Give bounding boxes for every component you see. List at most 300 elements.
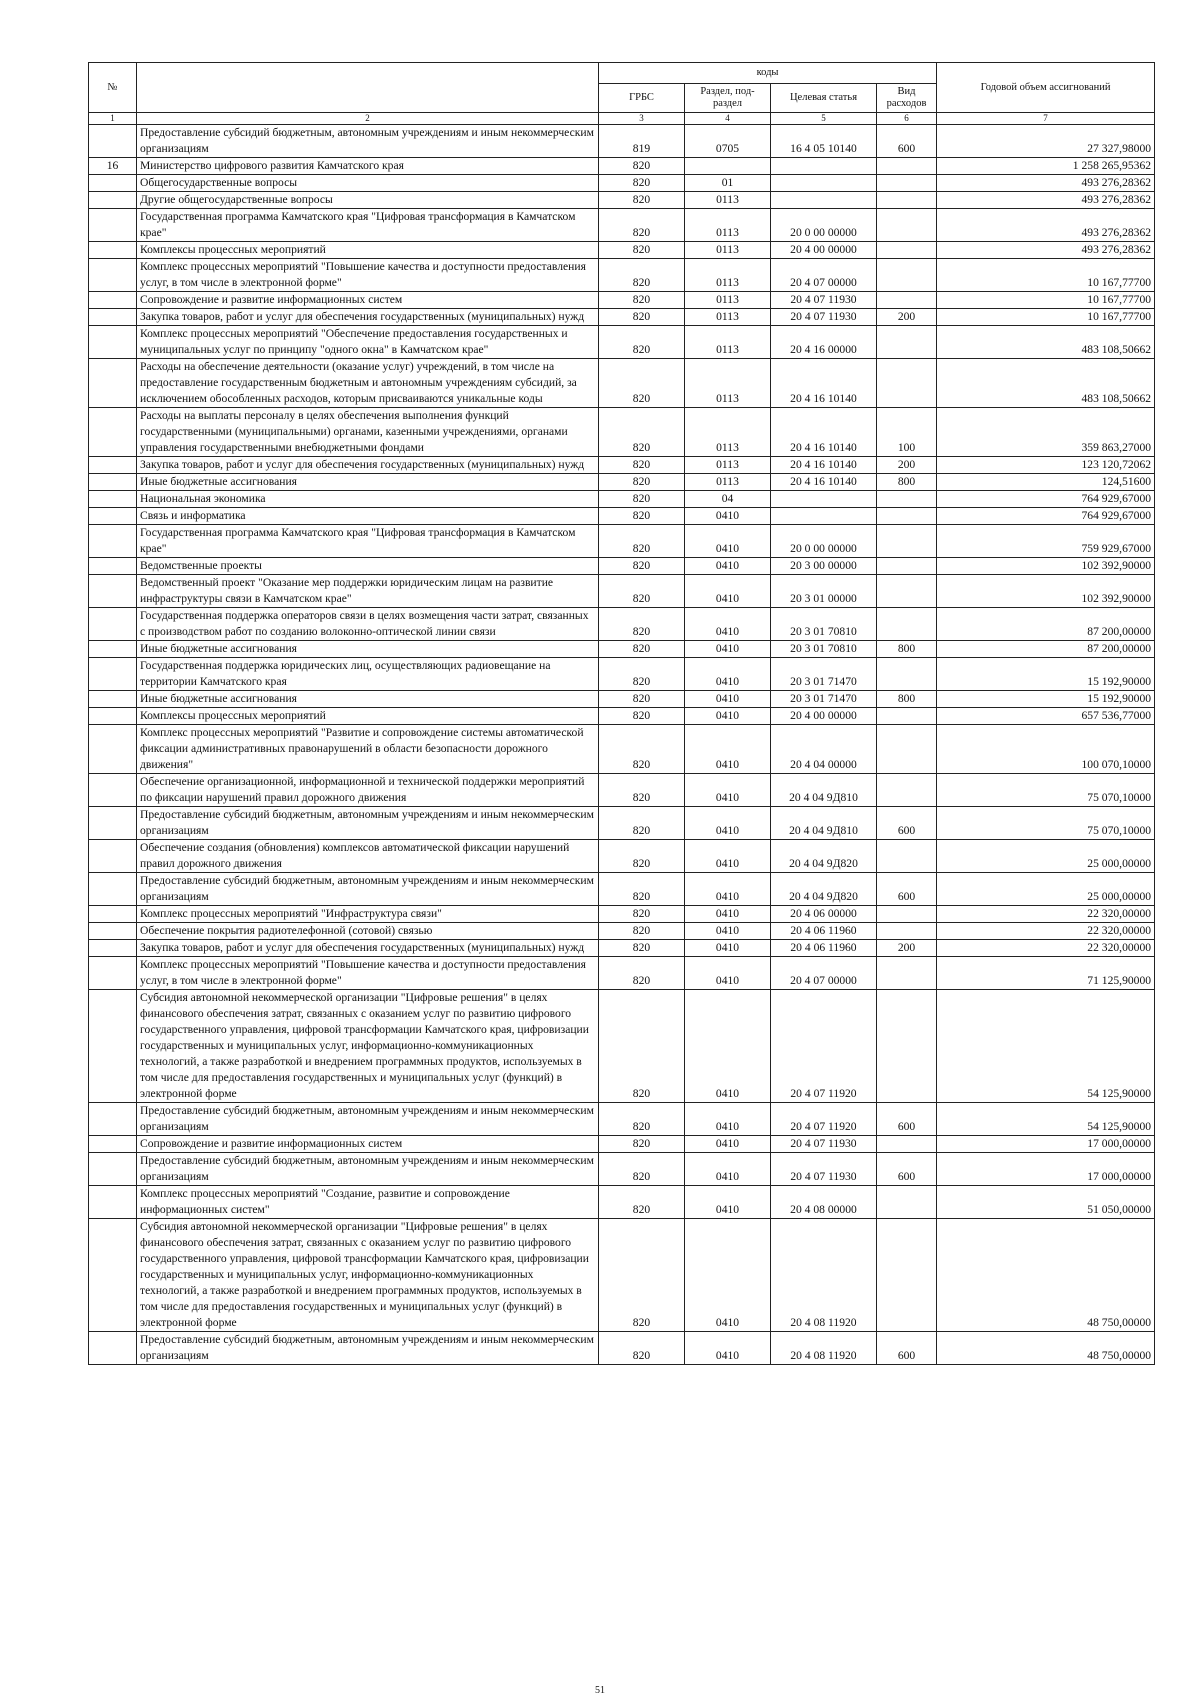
row-name: Обеспечение покрытия радиотелефонной (сотовой) связью [137,923,599,940]
row-target-article [771,491,877,508]
row-number [89,840,137,873]
row-target-article: 20 4 00 00000 [771,708,877,725]
table-row [89,158,1155,175]
row-grbs: 820 [599,1186,685,1219]
table-row [89,558,1155,575]
table-row [89,1186,1155,1219]
row-number [89,708,137,725]
row-section: 0410 [685,923,771,940]
row-section: 0113 [685,192,771,209]
table-row [89,940,1155,957]
row-number [89,957,137,990]
row-number [89,658,137,691]
row-number [89,1186,137,1219]
row-number [89,491,137,508]
col-number-5: 5 [771,113,877,125]
row-annual-volume: 87 200,00000 [937,641,1155,658]
row-number [89,558,137,575]
page-number: 51 [595,1685,605,1696]
row-expense-type [877,990,937,1103]
row-annual-volume: 10 167,77700 [937,259,1155,292]
table-row [89,525,1155,558]
row-name: Иные бюджетные ассигнования [137,474,599,491]
row-target-article: 20 4 07 00000 [771,259,877,292]
row-section: 0113 [685,259,771,292]
row-grbs: 820 [599,192,685,209]
row-target-article: 20 3 00 00000 [771,558,877,575]
row-section: 0113 [685,309,771,326]
row-grbs: 820 [599,1332,685,1365]
row-expense-type [877,725,937,774]
row-annual-volume: 483 108,50662 [937,326,1155,359]
row-grbs: 820 [599,1136,685,1153]
row-annual-volume: 15 192,90000 [937,658,1155,691]
table-row [89,873,1155,906]
row-expense-type: 600 [877,125,937,158]
row-grbs: 820 [599,326,685,359]
row-number [89,641,137,658]
table-row [89,125,1155,158]
row-number [89,525,137,558]
row-grbs: 820 [599,990,685,1103]
row-annual-volume: 75 070,10000 [937,774,1155,807]
table-row [89,192,1155,209]
table-row [89,725,1155,774]
row-expense-type: 800 [877,641,937,658]
row-name: Предоставление субсидий бюджетным, автономным учреждениям и иным некоммерческим организациям [137,1153,599,1186]
row-expense-type: 200 [877,457,937,474]
table-row [89,292,1155,309]
row-section: 0410 [685,1103,771,1136]
row-annual-volume: 71 125,90000 [937,957,1155,990]
row-name: Другие общегосударственные вопросы [137,192,599,209]
row-section: 0410 [685,774,771,807]
header-expense-type: Вид расходов [877,84,937,113]
row-target-article: 20 4 16 10140 [771,474,877,491]
row-grbs: 820 [599,608,685,641]
row-number [89,1332,137,1365]
table-row [89,491,1155,508]
row-grbs: 820 [599,408,685,457]
row-grbs: 820 [599,906,685,923]
row-name: Государственная поддержка юридических лиц, осуществляющих радиовещание на территории Камчатского края [137,658,599,691]
row-grbs: 820 [599,873,685,906]
row-section: 0705 [685,125,771,158]
row-annual-volume: 75 070,10000 [937,807,1155,840]
row-target-article: 20 4 16 10140 [771,408,877,457]
row-grbs: 820 [599,807,685,840]
row-section: 0410 [685,608,771,641]
row-annual-volume: 1 258 265,95362 [937,158,1155,175]
row-target-article: 20 4 00 00000 [771,242,877,259]
row-section: 0410 [685,525,771,558]
row-grbs: 820 [599,309,685,326]
row-grbs: 820 [599,725,685,774]
row-annual-volume: 10 167,77700 [937,292,1155,309]
row-target-article: 20 4 06 11960 [771,940,877,957]
table-row [89,175,1155,192]
row-annual-volume: 100 070,10000 [937,725,1155,774]
row-name: Национальная экономика [137,491,599,508]
row-name: Закупка товаров, работ и услуг для обеспечения государственных (муниципальных) нужд [137,309,599,326]
col-number-2: 2 [137,113,599,125]
row-target-article: 20 4 08 11920 [771,1219,877,1332]
row-expense-type [877,158,937,175]
row-target-article: 20 4 07 00000 [771,957,877,990]
row-grbs: 820 [599,158,685,175]
row-expense-type [877,259,937,292]
row-target-article: 20 4 16 10140 [771,359,877,408]
row-target-article: 20 3 01 71470 [771,691,877,708]
header-name [137,63,599,113]
header-annual-volume: Годовой объем ассигнований [937,63,1155,113]
table-row [89,708,1155,725]
row-section: 0410 [685,990,771,1103]
row-expense-type: 200 [877,940,937,957]
row-annual-volume: 87 200,00000 [937,608,1155,641]
row-number [89,309,137,326]
row-annual-volume: 102 392,90000 [937,575,1155,608]
row-name: Комплекс процессных мероприятий "Создание, развитие и сопровождение информационных систем" [137,1186,599,1219]
row-grbs: 820 [599,691,685,708]
row-annual-volume: 27 327,98000 [937,125,1155,158]
row-number [89,575,137,608]
row-annual-volume: 124,51600 [937,474,1155,491]
row-grbs: 820 [599,940,685,957]
row-name: Государственная программа Камчатского края "Цифровая трансформация в Камчатском крае" [137,209,599,242]
row-annual-volume: 17 000,00000 [937,1136,1155,1153]
row-name: Закупка товаров, работ и услуг для обеспечения государственных (муниципальных) нужд [137,457,599,474]
row-target-article: 20 4 06 11960 [771,923,877,940]
row-target-article: 20 3 01 70810 [771,641,877,658]
row-name: Иные бюджетные ассигнования [137,691,599,708]
row-expense-type [877,491,937,508]
row-number [89,725,137,774]
row-target-article [771,508,877,525]
row-annual-volume: 493 276,28362 [937,192,1155,209]
table-row [89,359,1155,408]
row-section: 0113 [685,408,771,457]
row-expense-type [877,774,937,807]
table-row [89,508,1155,525]
row-name: Государственная программа Камчатского края "Цифровая трансформация в Камчатском крае" [137,525,599,558]
row-target-article: 20 4 04 9Д810 [771,774,877,807]
row-expense-type: 600 [877,807,937,840]
row-grbs: 820 [599,575,685,608]
row-name: Комплекс процессных мероприятий "Обеспечение предоставления государственных и муниципальных услуг по принципу "одного окна" в Камчатском крае" [137,326,599,359]
row-number [89,209,137,242]
row-target-article: 20 3 01 71470 [771,658,877,691]
row-target-article [771,158,877,175]
row-number [89,508,137,525]
row-number [89,990,137,1103]
budget-allocation-table [88,62,1155,1365]
row-expense-type [877,957,937,990]
table-row [89,658,1155,691]
table-row [89,957,1155,990]
row-number [89,175,137,192]
row-number [89,1153,137,1186]
row-number [89,192,137,209]
row-target-article: 20 4 06 00000 [771,906,877,923]
row-expense-type [877,508,937,525]
row-annual-volume: 54 125,90000 [937,990,1155,1103]
row-expense-type [877,923,937,940]
row-name: Предоставление субсидий бюджетным, автономным учреждениям и иным некоммерческим организациям [137,125,599,158]
row-name: Комплекс процессных мероприятий "Развитие и сопровождение системы автоматической фиксации административных правонарушений в области безопасности дорожного движения" [137,725,599,774]
row-name: Предоставление субсидий бюджетным, автономным учреждениям и иным некоммерческим организациям [137,1332,599,1365]
row-section: 0410 [685,1332,771,1365]
table-row [89,408,1155,457]
row-section: 0410 [685,725,771,774]
row-section: 0410 [685,575,771,608]
row-number [89,1219,137,1332]
row-expense-type [877,1186,937,1219]
row-section: 0113 [685,359,771,408]
row-expense-type: 600 [877,1153,937,1186]
row-annual-volume: 483 108,50662 [937,359,1155,408]
row-number [89,873,137,906]
row-grbs: 820 [599,840,685,873]
table-row [89,840,1155,873]
row-annual-volume: 51 050,00000 [937,1186,1155,1219]
table-row [89,1153,1155,1186]
row-annual-volume: 493 276,28362 [937,242,1155,259]
row-name: Предоставление субсидий бюджетным, автономным учреждениям и иным некоммерческим организациям [137,1103,599,1136]
row-grbs: 820 [599,474,685,491]
row-grbs: 820 [599,923,685,940]
table-row [89,691,1155,708]
row-number: 16 [89,158,137,175]
row-name: Комплексы процессных мероприятий [137,708,599,725]
row-name: Ведомственные проекты [137,558,599,575]
row-expense-type [877,1219,937,1332]
row-grbs: 819 [599,125,685,158]
row-grbs: 820 [599,525,685,558]
row-grbs: 820 [599,508,685,525]
row-annual-volume: 22 320,00000 [937,923,1155,940]
row-section: 0410 [685,873,771,906]
header-grbs: ГРБС [599,84,685,113]
row-section: 01 [685,175,771,192]
row-grbs: 820 [599,209,685,242]
row-grbs: 820 [599,359,685,408]
row-target-article: 20 0 00 00000 [771,209,877,242]
row-number [89,457,137,474]
row-grbs: 820 [599,292,685,309]
row-section: 0410 [685,906,771,923]
row-expense-type [877,1136,937,1153]
row-number [89,608,137,641]
row-annual-volume: 657 536,77000 [937,708,1155,725]
row-expense-type: 800 [877,691,937,708]
row-annual-volume: 17 000,00000 [937,1153,1155,1186]
header-section: Раздел, под- раздел [685,84,771,113]
row-target-article: 20 4 07 11930 [771,292,877,309]
row-annual-volume: 22 320,00000 [937,906,1155,923]
row-target-article: 20 4 07 11930 [771,1153,877,1186]
row-name: Комплексы процессных мероприятий [137,242,599,259]
row-number [89,326,137,359]
row-grbs: 820 [599,175,685,192]
row-name: Сопровождение и развитие информационных систем [137,292,599,309]
row-name: Государственная поддержка операторов связи в целях возмещения части затрат, связанных с производством работ по созданию волоконно-оптической линии связи [137,608,599,641]
row-name: Комплекс процессных мероприятий "Повышение качества и доступности предоставления услуг, в том числе в электронной форме" [137,259,599,292]
row-target-article: 20 4 16 10140 [771,457,877,474]
row-expense-type: 200 [877,309,937,326]
table-row [89,1332,1155,1365]
row-annual-volume: 359 863,27000 [937,408,1155,457]
row-number [89,408,137,457]
row-section: 0410 [685,940,771,957]
row-target-article: 20 4 07 11920 [771,990,877,1103]
row-grbs: 820 [599,242,685,259]
row-expense-type [877,708,937,725]
row-section: 0410 [685,558,771,575]
row-expense-type: 600 [877,1332,937,1365]
row-target-article: 20 4 08 00000 [771,1186,877,1219]
row-target-article: 20 4 04 9Д820 [771,840,877,873]
row-grbs: 820 [599,1153,685,1186]
row-annual-volume: 54 125,90000 [937,1103,1155,1136]
row-name: Общегосударственные вопросы [137,175,599,192]
row-name: Ведомственный проект "Оказание мер поддержки юридическим лицам на развитие инфраструктуры связи в Камчатском крае" [137,575,599,608]
table-row [89,259,1155,292]
col-number-7: 7 [937,113,1155,125]
table-row [89,641,1155,658]
row-section: 0410 [685,641,771,658]
row-number [89,807,137,840]
table-row [89,474,1155,491]
row-section: 0113 [685,209,771,242]
table-body [89,125,1155,1365]
row-annual-volume: 102 392,90000 [937,558,1155,575]
row-expense-type: 600 [877,1103,937,1136]
row-name: Субсидия автономной некоммерческой организации "Цифровые решения" в целях финансового обеспечения затрат, связанных с оказанием услуг по развитию цифрового государственного управления, цифровой трансформации Камчатского края, цифровизации государственных и муниципальных услуг, информационно-коммуникационных технологий, а также разработкой и внедрением программных продуктов, используемых в том числе для предоставления государственных и муниципальных услуг (функций) в электронной форме [137,1219,599,1332]
row-annual-volume: 764 929,67000 [937,508,1155,525]
row-grbs: 820 [599,491,685,508]
row-name: Предоставление субсидий бюджетным, автономным учреждениям и иным некоммерческим организациям [137,807,599,840]
row-section: 0113 [685,326,771,359]
table-row [89,807,1155,840]
row-expense-type [877,209,937,242]
row-section: 0410 [685,807,771,840]
row-target-article: 16 4 05 10140 [771,125,877,158]
row-section: 0410 [685,508,771,525]
row-grbs: 820 [599,658,685,691]
row-section: 0410 [685,1153,771,1186]
row-target-article: 20 4 07 11930 [771,309,877,326]
header-number: № [89,63,137,113]
row-name: Расходы на выплаты персоналу в целях обеспечения выполнения функций государственными (муниципальными) органами, казенными учреждениями, органами управления государственными внебюджетными фондами [137,408,599,457]
row-number [89,940,137,957]
row-section: 0113 [685,242,771,259]
row-annual-volume: 22 320,00000 [937,940,1155,957]
row-target-article [771,175,877,192]
table-row [89,1136,1155,1153]
table-row [89,923,1155,940]
row-number [89,1103,137,1136]
table-header [89,63,1155,125]
row-annual-volume: 15 192,90000 [937,691,1155,708]
row-expense-type [877,326,937,359]
table-row [89,608,1155,641]
row-target-article: 20 4 07 11920 [771,1103,877,1136]
row-expense-type [877,292,937,309]
row-grbs: 820 [599,259,685,292]
col-number-3: 3 [599,113,685,125]
row-section: 0410 [685,840,771,873]
row-name: Связь и информатика [137,508,599,525]
row-annual-volume: 764 929,67000 [937,491,1155,508]
row-target-article: 20 0 00 00000 [771,525,877,558]
table-row [89,575,1155,608]
row-section: 04 [685,491,771,508]
row-expense-type [877,840,937,873]
row-number [89,359,137,408]
row-number [89,292,137,309]
row-section [685,158,771,175]
row-annual-volume: 25 000,00000 [937,873,1155,906]
table-row [89,774,1155,807]
table-row [89,906,1155,923]
row-annual-volume: 123 120,72062 [937,457,1155,474]
row-grbs: 820 [599,1219,685,1332]
row-name: Расходы на обеспечение деятельности (оказание услуг) учреждений, в том числе на предоставление государственным бюджетным и автономным учреждениям субсидий, за исключением обособленных расходов, которым присваиваются уникальные коды [137,359,599,408]
table-row [89,457,1155,474]
row-expense-type: 600 [877,873,937,906]
row-grbs: 820 [599,457,685,474]
row-name: Комплекс процессных мероприятий "Инфраструктура связи" [137,906,599,923]
row-section: 0410 [685,1219,771,1332]
row-expense-type [877,575,937,608]
table-row [89,309,1155,326]
budget-table-page [88,62,1154,1365]
row-annual-volume: 493 276,28362 [937,175,1155,192]
row-expense-type [877,242,937,259]
row-target-article [771,192,877,209]
row-annual-volume: 48 750,00000 [937,1219,1155,1332]
col-number-4: 4 [685,113,771,125]
row-number [89,474,137,491]
row-grbs: 820 [599,558,685,575]
col-number-6: 6 [877,113,937,125]
row-section: 0113 [685,292,771,309]
row-section: 0113 [685,457,771,474]
row-expense-type: 800 [877,474,937,491]
row-target-article: 20 4 08 11920 [771,1332,877,1365]
row-name: Предоставление субсидий бюджетным, автономным учреждениям и иным некоммерческим организациям [137,873,599,906]
row-expense-type: 100 [877,408,937,457]
row-number [89,125,137,158]
table-row [89,1219,1155,1332]
row-name: Обеспечение создания (обновления) комплексов автоматической фиксации нарушений правил дорожного движения [137,840,599,873]
row-expense-type [877,525,937,558]
row-grbs: 820 [599,708,685,725]
row-expense-type [877,906,937,923]
row-name: Обеспечение организационной, информационной и технической поддержки мероприятий по фиксации нарушений правил дорожного движения [137,774,599,807]
row-target-article: 20 3 01 00000 [771,575,877,608]
row-number [89,242,137,259]
row-section: 0410 [685,1186,771,1219]
row-section: 0113 [685,474,771,491]
table-row [89,990,1155,1103]
row-name: Закупка товаров, работ и услуг для обеспечения государственных (муниципальных) нужд [137,940,599,957]
table-row [89,1103,1155,1136]
row-annual-volume: 10 167,77700 [937,309,1155,326]
row-section: 0410 [685,658,771,691]
row-target-article: 20 4 04 9Д810 [771,807,877,840]
